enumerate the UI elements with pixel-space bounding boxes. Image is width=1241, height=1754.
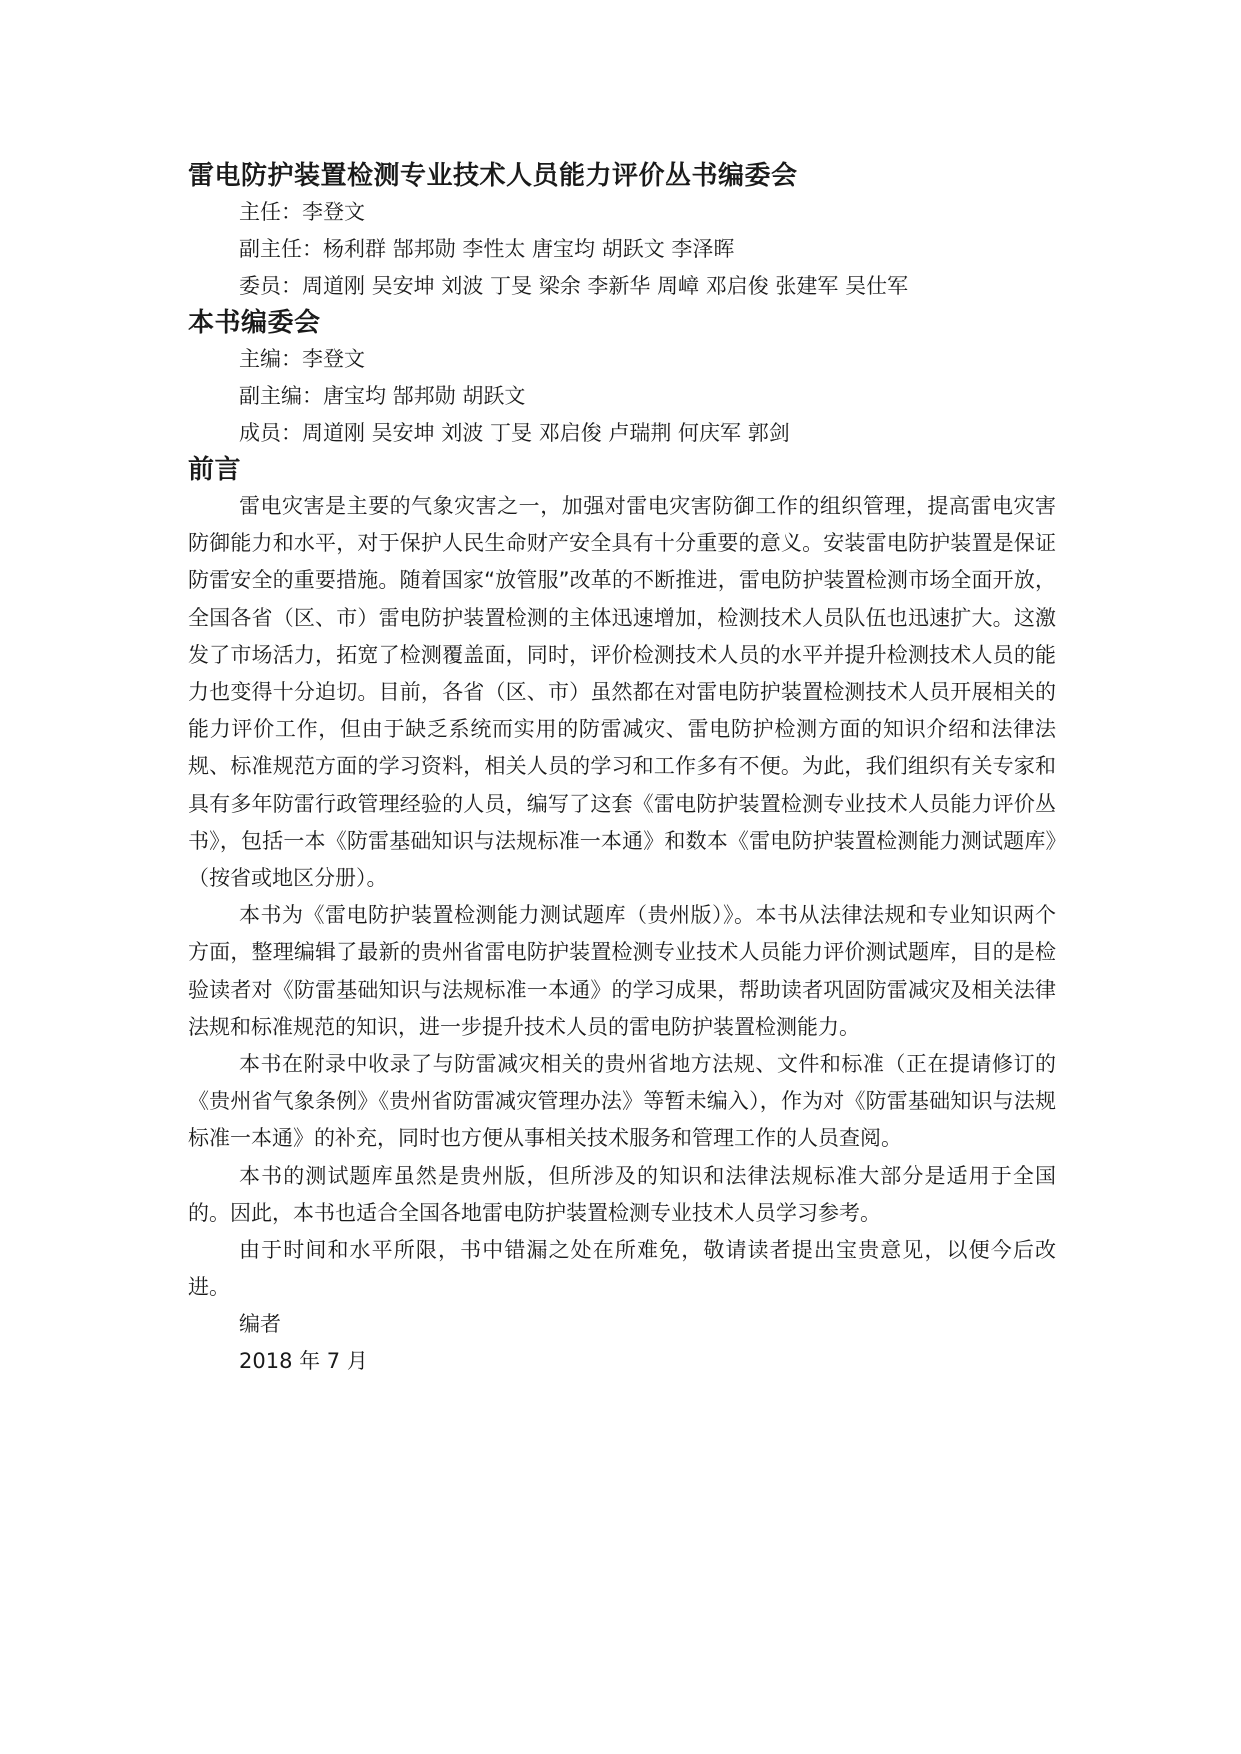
preface-paragraph: 由于时间和水平所限，书中错漏之处在所难免，敬请读者提出宝贵意见，以便今后改进。 (188, 1238, 1056, 1300)
page-content (188, 158, 1056, 1380)
preface-paragraph: 本书为《雷电防护装置检测能力测试题库（贵州版）》。本书从法律法规和专业知识两个方面，整理编辑了最新的贵州省雷电防护装置检测专业技术人员能力评价测试题库，目的是检验读者对《防雷基础知识与法规标准一本通》的学习成果，帮助读者巩固防雷减灾及相关法律法规和标准规范的知识，进一步提升技术人员的雷电防护装置检测能力。 (188, 903, 1056, 1039)
book-committee-chief-editor: 主编：李登文 (239, 347, 365, 371)
series-committee-deputy-directors: 副主任：杨利群 郜邦勋 李性太 唐宝均 胡跃文 李泽晖 (239, 237, 735, 261)
series-committee-director: 主任：李登文 (239, 200, 365, 224)
preface-signature: 编者 (239, 1312, 281, 1337)
preface-title: 前言 (188, 455, 242, 485)
book-committee-members: 成员：周道刚 吴安坤 刘波 丁旻 邓启俊 卢瑞荆 何庆军 郭剑 (239, 421, 790, 445)
preface-paragraph: 本书在附录中收录了与防雷减灾相关的贵州省地方法规、文件和标准（正在提请修订的《贵州省气象条例》《贵州省防雷减灾管理办法》等暂未编入），作为对《防雷基础知识与法规标准一本通》的补充，同时也方便从事相关技术服务和管理工作的人员查阅。 (188, 1052, 1056, 1151)
series-committee-members: 委员：周道刚 吴安坤 刘波 丁旻 梁余 李新华 周嶂 邓启俊 张建军 吴仕军 (239, 274, 909, 298)
preface-paragraph: 本书的测试题库虽然是贵州版，但所涉及的知识和法律法规标准大部分是适用于全国的。因此，本书也适合全国各地雷电防护装置检测专业技术人员学习参考。 (188, 1163, 1056, 1225)
book-committee-roster (188, 341, 1056, 452)
series-committee-roster (188, 194, 1056, 305)
preface-paragraph: 雷电灾害是主要的气象灾害之一，加强对雷电灾害防御工作的组织管理，提高雷电灾害防御能力和水平，对于保护人民生命财产安全具有十分重要的意义。安装雷电防护装置是保证防雷安全的重要措施。随着国家“放管服”改革的不断推进，雷电防护装置检测市场全面开放，全国各省（区、市）雷电防护装置检测的主体迅速增加，检测技术人员队伍也迅速扩大。这激发了市场活力，拓宽了检测覆盖面，同时，评价检测技术人员的水平并提升检测技术人员的能力也变得十分迫切。目前，各省（区、市）虽然都在对雷电防护装置检测技术人员开展相关的能力评价工作，但由于缺乏系统而实用的防雷减灾、雷电防护检测方面的知识介绍和法律法规、标准规范方面的学习资料，相关人员的学习和工作多有不便。为此，我们组织有关专家和具有多年防雷行政管理经验的人员，编写了这套《雷电防护装置检测专业技术人员能力评价丛书》，包括一本《防雷基础知识与法规标准一本通》和数本《雷电防护装置检测能力测试题库》（按省或地区分册）。 (188, 494, 1056, 891)
book-committee-deputy-editors: 副主编：唐宝均 郜邦勋 胡跃文 (239, 384, 526, 408)
series-committee-title: 雷电防护装置检测专业技术人员能力评价丛书编委会 (188, 161, 798, 191)
preface-body (188, 488, 1056, 1380)
preface-date: 2018 年 7 月 (239, 1349, 368, 1374)
book-committee-title: 本书编委会 (188, 308, 321, 338)
